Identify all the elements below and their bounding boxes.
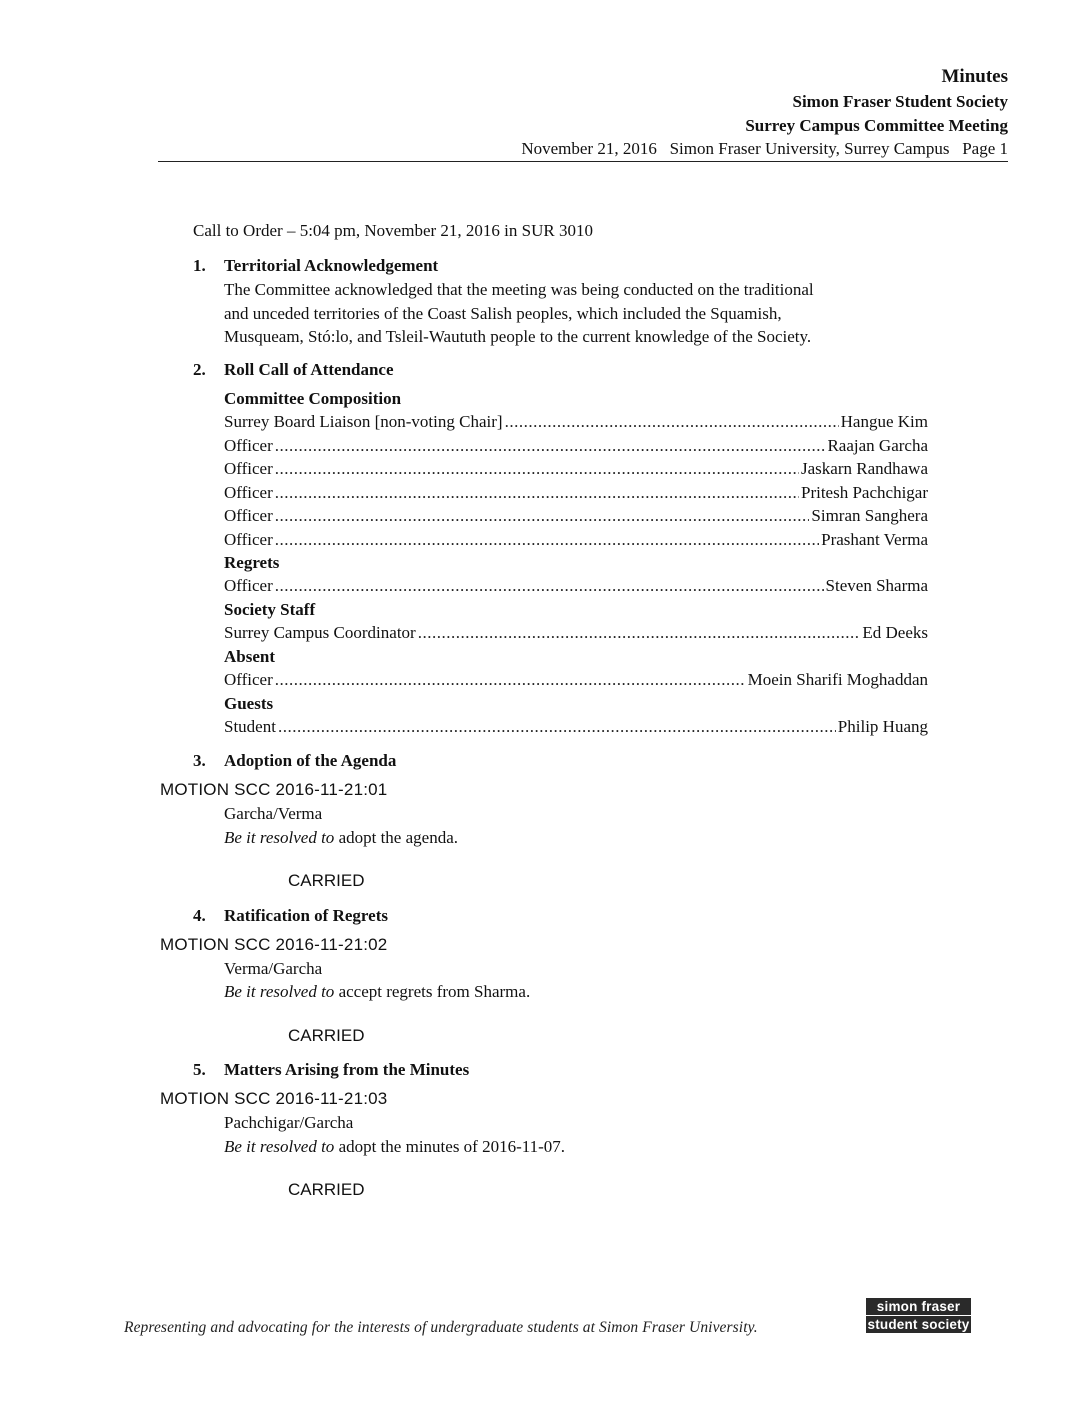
motion-id: MOTION SCC 2016-11-21:01 xyxy=(160,780,388,799)
section-title: Adoption of the Agenda xyxy=(224,751,397,770)
section-heading xyxy=(193,906,388,926)
meeting-details: November 21, 2016 Simon Fraser University, Surrey Campus Page 1 xyxy=(521,139,1008,158)
motion-resolution: Be it resolved to accept regrets from Sharma. xyxy=(224,982,531,1001)
document-title: Minutes xyxy=(941,66,1008,87)
roll-subheading: Committee Composition xyxy=(224,389,402,408)
roll-subheading: Society Staff xyxy=(224,600,316,619)
logo-line: student society xyxy=(867,1317,970,1332)
motion-movers: Pachchigar/Garcha xyxy=(224,1113,354,1132)
section-title: Roll Call of Attendance xyxy=(224,360,394,379)
section-title: Matters Arising from the Minutes xyxy=(224,1060,470,1079)
roll-entry: Officer ..... Simran Sanghera xyxy=(224,506,928,526)
motion-result: CARRIED xyxy=(288,871,365,890)
motion-resolution: Be it resolved to adopt the minutes of 2016-11-07. xyxy=(224,1137,566,1156)
organization-name: Simon Fraser Student Society xyxy=(792,92,1008,111)
logo-line: simon fraser xyxy=(866,1298,971,1315)
section-number: 5. xyxy=(193,1060,206,1079)
roll-entry: Officer ..... Prashant Verma xyxy=(224,530,928,550)
roll-subheading: Regrets xyxy=(224,553,280,572)
roll-entry: Officer ..... Pritesh Pachchigar xyxy=(224,483,928,503)
roll-subheading: Guests xyxy=(224,694,274,713)
section-title: Ratification of Regrets xyxy=(224,906,388,925)
roll-entry: Surrey Campus Coordinator ..... Ed Deeks xyxy=(224,623,928,643)
section-number: 1. xyxy=(193,256,206,275)
motion-id: MOTION SCC 2016-11-21:03 xyxy=(160,1089,388,1108)
roll-entry: Officer ..... Moein Sharifi Moghaddan xyxy=(224,670,928,690)
header-rule xyxy=(158,161,1008,162)
section-title: Territorial Acknowledgement xyxy=(224,256,439,275)
paragraph-line: and unceded territories of the Coast Salish peoples, which included the Squamish, xyxy=(224,303,782,323)
motion-movers: Garcha/Verma xyxy=(224,804,323,823)
motion-result: CARRIED xyxy=(288,1026,365,1045)
section-number: 2. xyxy=(193,360,206,379)
paragraph-line: The Committee acknowledged that the meeting was being conducted on the traditional xyxy=(224,280,814,299)
roll-entry: Officer ..... Steven Sharma xyxy=(224,576,928,596)
acknowledgement-paragraph xyxy=(224,278,924,349)
roll-entry: Surrey Board Liaison [non-voting Chair] ..... Hangue Kim xyxy=(224,412,928,432)
motion-result: CARRIED xyxy=(288,1180,365,1199)
roll-subheading: Absent xyxy=(224,647,276,666)
roll-entry: Officer ..... Jaskarn Randhawa xyxy=(224,459,928,479)
section-number: 4. xyxy=(193,906,206,925)
roll-entry: Student ..... Philip Huang xyxy=(224,717,928,737)
section-heading xyxy=(193,1060,469,1080)
motion-movers: Verma/Garcha xyxy=(224,959,323,978)
motion-resolution: Be it resolved to adopt the agenda. xyxy=(224,828,458,847)
society-logo xyxy=(866,1298,971,1334)
paragraph-line: Musqueam, Stó:lo, and Tsleil-Waututh people to the current knowledge of the Society. xyxy=(224,327,812,346)
section-heading xyxy=(193,751,396,771)
motion-id: MOTION SCC 2016-11-21:02 xyxy=(160,935,388,954)
call-to-order: Call to Order – 5:04 pm, November 21, 2016 in SUR 3010 xyxy=(193,221,593,240)
roll-entry: Officer ..... Raajan Garcha xyxy=(224,436,928,456)
section-number: 3. xyxy=(193,751,206,770)
meeting-name: Surrey Campus Committee Meeting xyxy=(745,116,1008,135)
footer-tagline: Representing and advocating for the interests of undergraduate students at Simon Fraser University. xyxy=(124,1319,758,1336)
section-heading xyxy=(193,256,438,276)
section-heading xyxy=(193,360,394,380)
